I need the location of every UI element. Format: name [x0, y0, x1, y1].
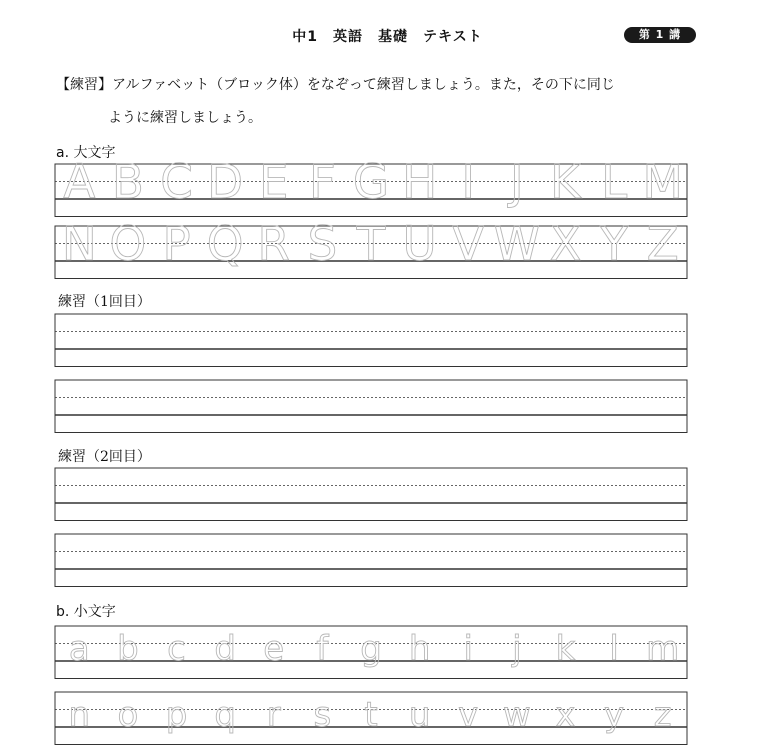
trace-letter-l: l [609, 629, 619, 669]
trace-letter-d: d [214, 629, 236, 669]
trace-letter-D: D [207, 155, 244, 210]
trace-letter-V: V [452, 217, 485, 272]
band-frame [55, 380, 687, 433]
trace-letter-W: W [493, 217, 541, 272]
band-practice2-row1 [55, 468, 687, 521]
band-practice1-row2 [55, 380, 687, 433]
trace-letter-L: L [600, 155, 628, 210]
band-frame [55, 468, 687, 521]
trace-letter-g: g [360, 629, 382, 669]
section-upper-title: 大文字 [73, 145, 116, 161]
trace-letter-w: w [502, 695, 531, 735]
section-upper-marker: a. [56, 145, 70, 161]
section-lower-marker: b. [56, 604, 70, 620]
trace-letter-Z: Z [646, 217, 679, 272]
trace-letter-x: x [555, 695, 576, 735]
trace-letter-q: q [214, 695, 236, 735]
trace-letter-M: M [642, 155, 683, 210]
instruction-line-2: ように練習しましょう。 [108, 110, 262, 126]
trace-letter-K: K [550, 155, 581, 210]
trace-letter-F: F [308, 155, 336, 210]
trace-letter-m: m [646, 629, 680, 669]
trace-letter-z: z [653, 695, 672, 735]
lesson-badge: 第 1 講 [624, 27, 696, 43]
page-title: 中1 英語 基礎 テキスト [292, 29, 483, 45]
trace-letter-v: v [458, 695, 479, 735]
trace-letter-R: R [257, 217, 291, 272]
trace-letter-G: G [352, 155, 390, 210]
trace-letter-T: T [356, 217, 386, 272]
trace-letter-u: u [408, 695, 431, 735]
practice-label-second: 練習（2回目） [58, 449, 151, 465]
trace-letter-U: U [402, 217, 437, 272]
practice-label-first: 練習（1回目） [58, 294, 151, 310]
trace-letter-C: C [160, 155, 193, 210]
trace-letter-X: X [549, 217, 582, 272]
trace-letter-b: b [117, 629, 139, 669]
trace-letter-p: p [165, 695, 188, 735]
trace-letter-i: i [463, 629, 473, 669]
band-frame [55, 534, 687, 587]
trace-letter-f: f [316, 629, 329, 669]
trace-letter-A: A [63, 155, 96, 210]
trace-letter-j: j [512, 629, 522, 669]
trace-letter-B: B [111, 155, 145, 210]
trace-letter-O: O [109, 217, 147, 272]
section-lower-title: 小文字 [73, 604, 116, 620]
trace-letter-I: I [461, 155, 476, 210]
trace-letter-y: y [604, 695, 625, 735]
trace-letter-Y: Y [599, 217, 629, 272]
instruction-line-1: 【練習】アルファベット（ブロック体）をなぞって練習しましょう。また，その下に同じ [56, 77, 615, 93]
trace-letter-h: h [408, 629, 431, 669]
trace-letter-a: a [68, 629, 90, 669]
trace-letter-N: N [61, 217, 97, 272]
trace-letter-J: J [509, 155, 524, 210]
trace-letter-n: n [68, 695, 91, 735]
trace-letter-k: k [555, 629, 576, 669]
trace-letter-e: e [263, 629, 285, 669]
trace-letter-o: o [117, 695, 139, 735]
band-practice1-row1 [55, 314, 687, 367]
band-practice2-row2 [55, 534, 687, 587]
trace-letter-c: c [167, 629, 186, 669]
band-frame [55, 314, 687, 367]
trace-letter-H: H [401, 155, 438, 210]
trace-letter-P: P [162, 217, 191, 272]
trace-letter-s: s [313, 695, 332, 735]
trace-letter-S: S [307, 217, 338, 272]
trace-letter-t: t [364, 695, 378, 735]
trace-letter-r: r [266, 695, 281, 735]
trace-letter-Q: Q [206, 217, 244, 272]
trace-letter-E: E [258, 155, 289, 210]
